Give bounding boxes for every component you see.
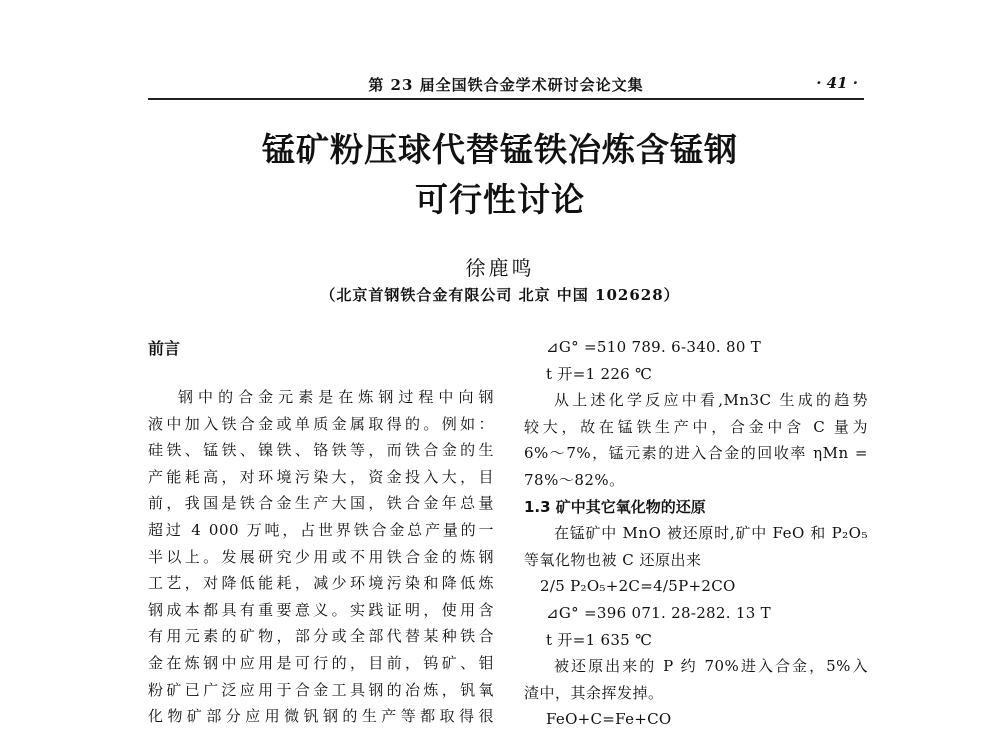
body-line: 有用元素的矿物，部分或全部代替某种铁合 [148,627,494,646]
right-column [524,334,868,733]
author-name: 徐鹿鸣 [465,256,535,280]
equation-reaction-2: 2/5 P₂O₅+2C=4/5P+2CO [540,577,736,596]
author-affiliation: （北京首钢铁合金有限公司 北京 中国 102628） [320,286,680,304]
body-line: 钢成本都具有重要意义。实践证明，使用含 [148,600,494,619]
subsection-heading: 1.3 矿中其它氧化物的还原 [524,497,706,516]
body-line: 较大，故在锰铁生产中，合金中含 C 量为 [524,417,868,436]
body-line: 粉矿已广泛应用于合金工具钢的冶炼，钒氧 [148,680,494,699]
body-line: 6%～7%，锰元素的进入合金的回收率 ηMn = [524,444,868,463]
body-line: 化物矿部分应用微钒钢的生产等都取得很 [148,707,494,726]
body-line: 产能耗高，对环境污染大，资金投入大，目 [148,467,494,486]
body-line: 从上述化学反应中看,Mn3C 生成的趋势 [554,391,868,410]
body-line: 液中加入铁合金或单质金属取得的。例如： [148,414,494,433]
body-line: 等氧化物也被 C 还原出来 [524,550,702,569]
body-line: 工艺，对降低能耗，减少环境污染和降低炼 [148,574,494,593]
running-head-title: 第 23 届全国铁合金学术研讨会论文集 [368,76,644,94]
equation-temp-2: t 开=1 635 ℃ [546,630,653,649]
body-line: 前，我国是铁合金生产大国，铁合金年总量 [148,494,494,513]
paper-title-line-1: 锰矿粉压球代替锰铁冶炼含锰钢 [262,130,738,169]
running-header [148,74,864,100]
body-line: 硅铁、锰铁、镍铁、铬铁等，而铁合金的生 [148,441,494,460]
left-column [148,334,494,730]
body-line: 78%～82%。 [524,470,625,489]
body-line: 超过 4 000 万吨，占世界铁合金总产量的一 [148,520,494,539]
body-line: 渣中，其余挥发掉。 [524,683,664,702]
equation-gibbs-1: ⊿G° =510 789. 6-340. 80 T [546,338,762,356]
header-rule [148,98,864,100]
page-number: · 41 · [816,74,858,92]
section-heading-preface: 前言 [148,339,181,358]
equation-reaction-3: FeO+C=Fe+CO [546,710,672,729]
paper-title-line-2: 可行性讨论 [415,180,585,219]
body-line: 钢中的合金元素是在炼钢过程中向钢 [178,388,494,406]
body-line: 半以上。发展研究少用或不用铁合金的炼钢 [148,547,494,566]
equation-gibbs-2: ⊿G° =396 071. 28-282. 13 T [546,603,771,622]
body-line: 在锰矿中 MnO 被还原时,矿中 FeO 和 P₂O₅ [554,524,868,543]
body-line: 金在炼钢中应用是可行的，目前，钨矿、钼 [148,653,494,672]
body-line: 被还原出来的 P 约 70%进入合金，5%入 [554,657,868,676]
equation-temp-1: t 开=1 226 ℃ [546,364,653,383]
